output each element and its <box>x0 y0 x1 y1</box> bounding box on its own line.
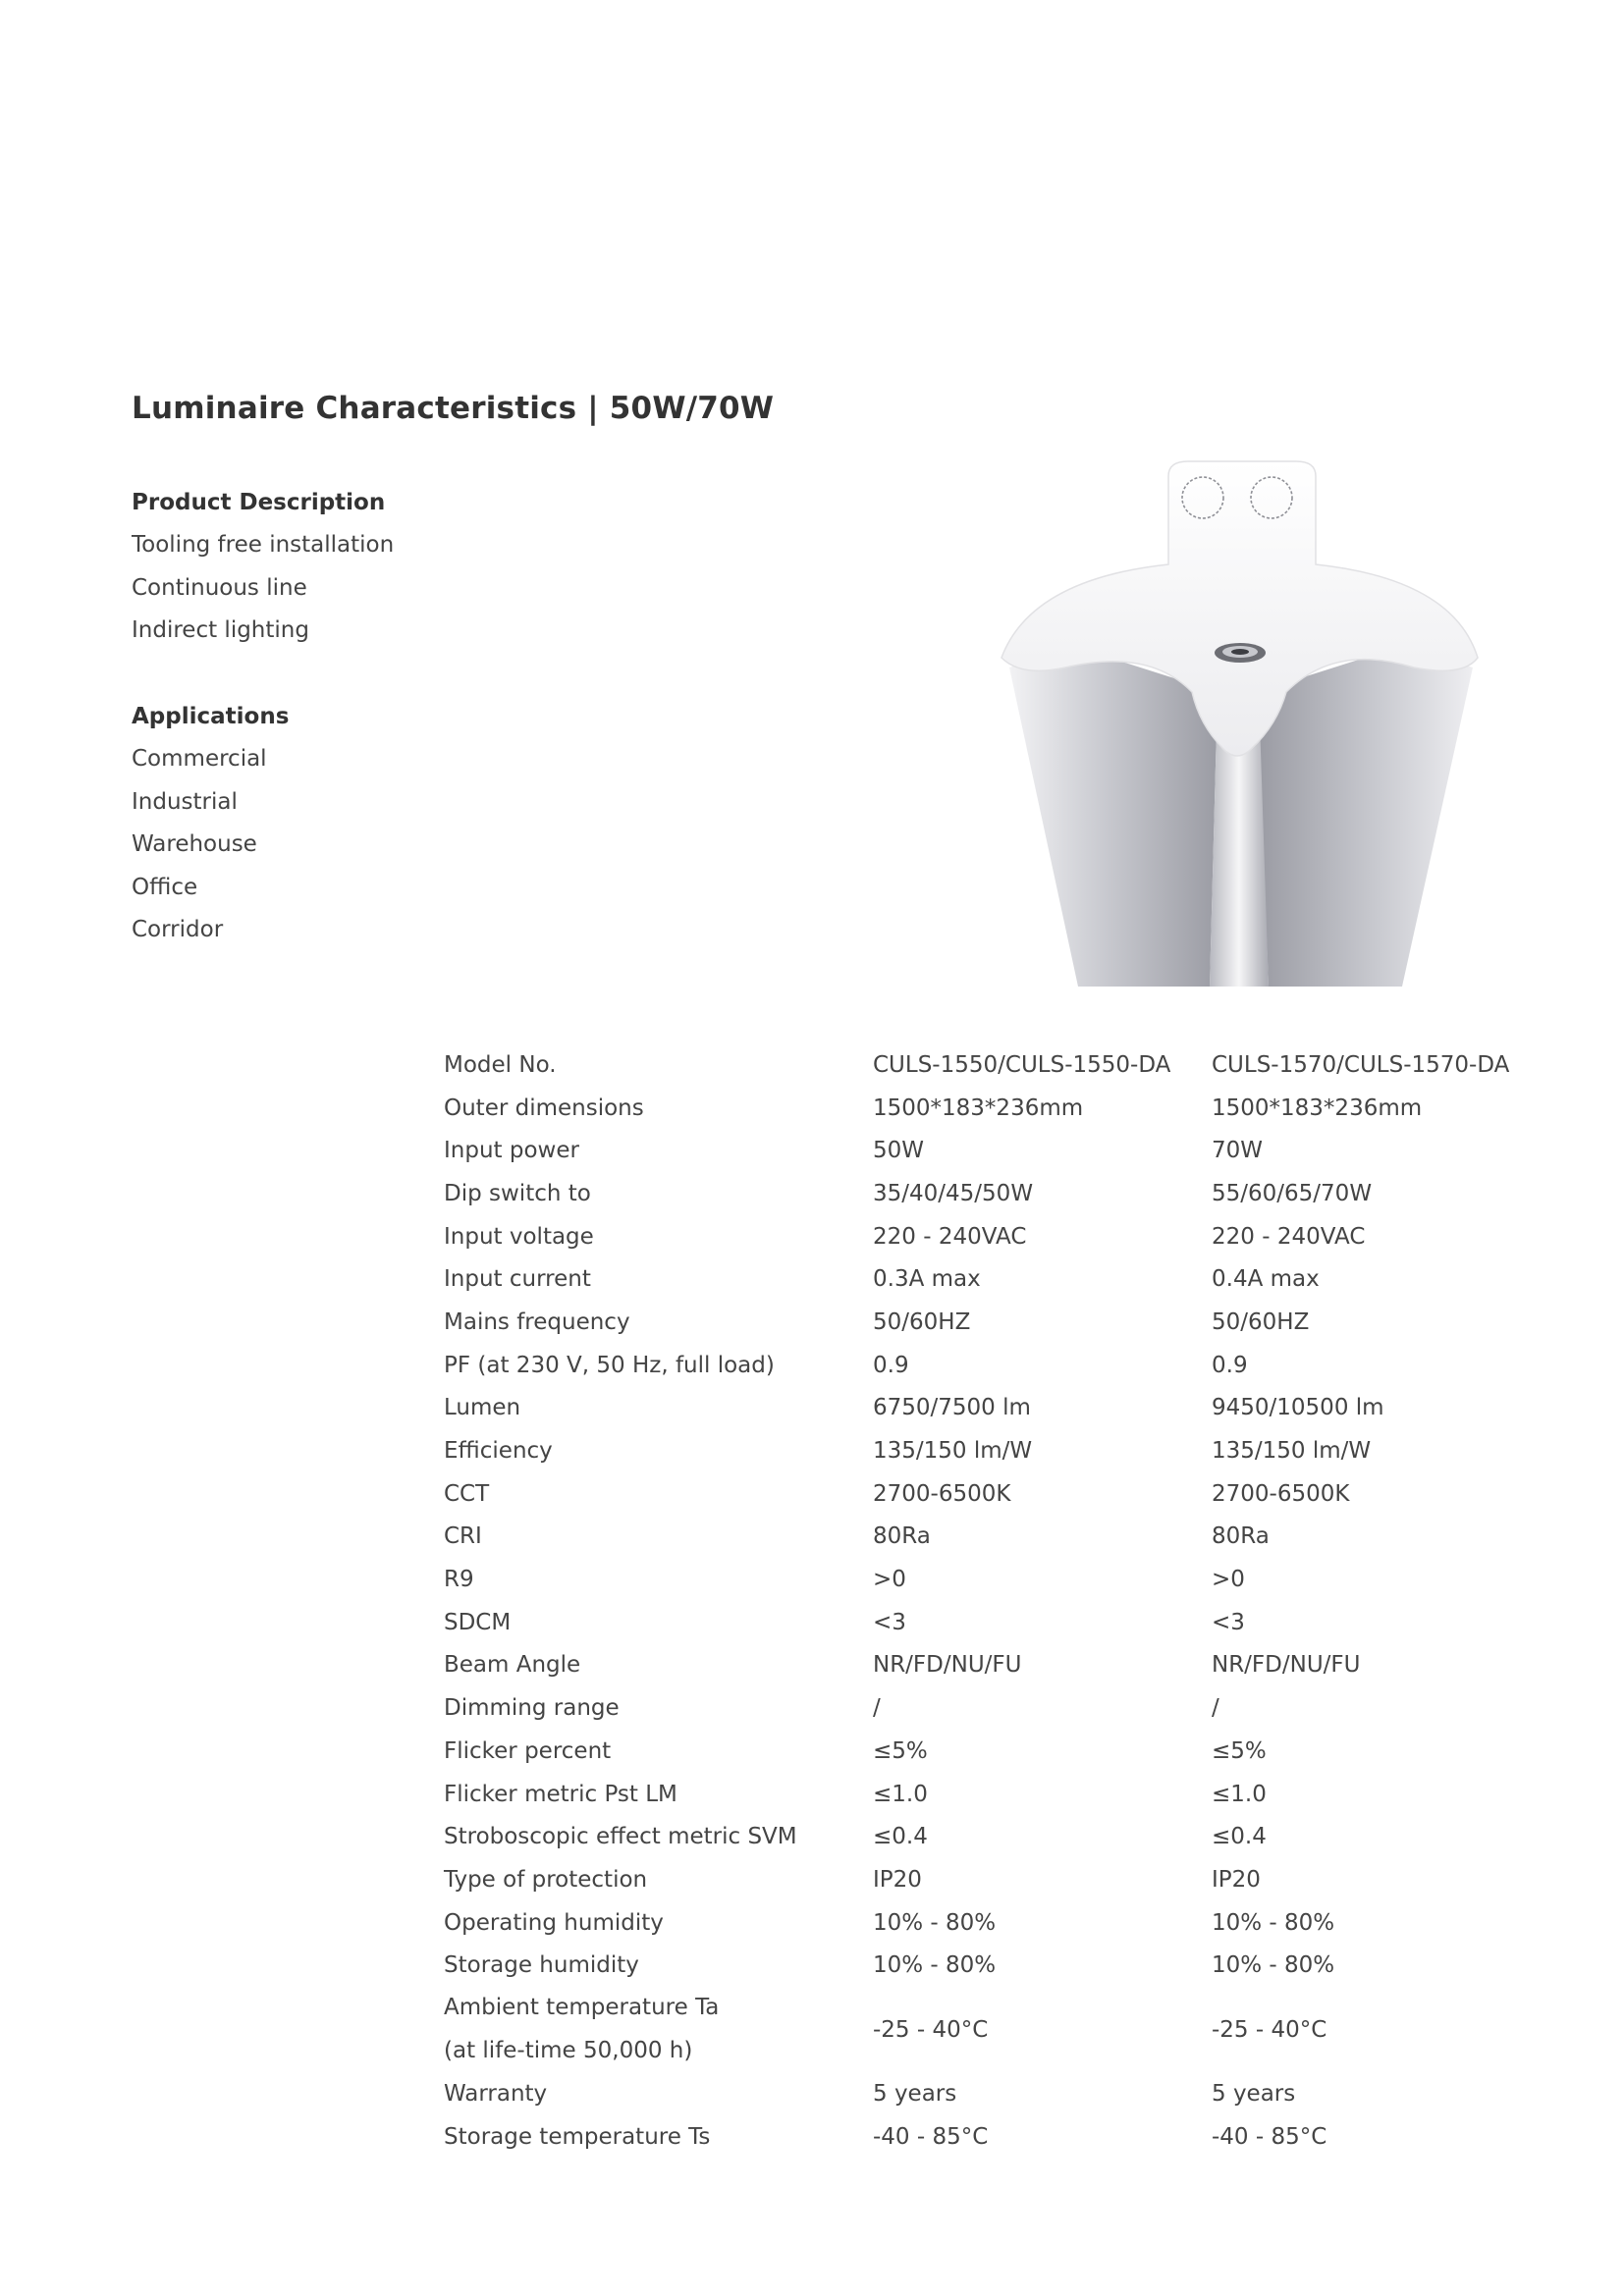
table-row <box>444 1516 1543 1559</box>
spec-value-70w: ≤0.4 <box>1212 1824 1267 1850</box>
spec-value-50w: 1500*183*236mm <box>873 1095 1084 1121</box>
spec-value-70w: / <box>1212 1695 1219 1722</box>
spec-value-70w: -40 - 85°C <box>1212 2123 1327 2150</box>
spec-value-50w: 10% - 80% <box>873 1952 997 1979</box>
table-row <box>444 2072 1543 2115</box>
spec-label: PF (at 230 V, 50 Hz, full load) <box>444 1352 775 1378</box>
spec-value-70w: CULS-1570/CULS-1570-DA <box>1212 1051 1510 1078</box>
table-row <box>444 1087 1543 1130</box>
spec-value-70w: -25 - 40°C <box>1212 2016 1327 2043</box>
spec-label: R9 <box>444 1567 474 1593</box>
spec-value-70w: 220 - 240VAC <box>1212 1223 1366 1250</box>
spec-value-70w: NR/FD/NU/FU <box>1212 1652 1361 1679</box>
table-row <box>444 1172 1543 1215</box>
spec-label: Dimming range <box>444 1695 620 1722</box>
table-row <box>444 1773 1543 1816</box>
table-row <box>444 1387 1543 1430</box>
table-row <box>444 1472 1543 1516</box>
spec-value-50w: CULS-1550/CULS-1550-DA <box>873 1051 1171 1078</box>
list-item: Indirect lighting <box>132 617 309 643</box>
spec-value-70w: 10% - 80% <box>1212 1909 1335 1936</box>
spec-value-70w: 9450/10500 lm <box>1212 1395 1384 1421</box>
luminaire-product-image <box>992 456 1483 987</box>
spec-table-body <box>444 1043 1543 2159</box>
spec-value-70w: 0.9 <box>1212 1352 1248 1378</box>
spec-label: Beam Angle <box>444 1652 581 1679</box>
spec-value-50w: 10% - 80% <box>873 1909 997 1936</box>
spec-label <box>444 1987 873 2072</box>
spec-value-70w: ≤1.0 <box>1212 1781 1267 1807</box>
spec-label: Mains frequency <box>444 1308 630 1335</box>
spec-value-50w: ≤5% <box>873 1737 928 1764</box>
spec-label: Input current <box>444 1266 591 1293</box>
spec-label: Storage temperature Ts <box>444 2123 711 2150</box>
spec-value-70w: 0.4A max <box>1212 1266 1320 1293</box>
table-row <box>444 1901 1543 1945</box>
table-row <box>444 1644 1543 1687</box>
table-row <box>444 1257 1543 1301</box>
spec-label: Outer dimensions <box>444 1095 644 1121</box>
table-row <box>444 1730 1543 1773</box>
page-title: Luminaire Characteristics | 50W/70W <box>132 391 775 426</box>
spec-value-70w: ≤5% <box>1212 1737 1267 1764</box>
list-item: Tooling free installation <box>132 532 395 558</box>
list-item: Corridor <box>132 917 224 942</box>
table-row <box>444 1558 1543 1601</box>
spec-value-70w: 50/60HZ <box>1212 1308 1310 1335</box>
table-row <box>444 1043 1543 1087</box>
spec-label: Storage humidity <box>444 1952 639 1979</box>
spec-value-50w: 0.9 <box>873 1352 909 1378</box>
table-row <box>444 1601 1543 1644</box>
product-description-heading: Product Description <box>132 490 386 515</box>
spec-value-70w: 2700-6500K <box>1212 1480 1350 1507</box>
spec-label: Stroboscopic effect metric SVM <box>444 1824 797 1850</box>
spec-table <box>444 1043 1543 2159</box>
table-row <box>444 1686 1543 1730</box>
spec-value-50w: -40 - 85°C <box>873 2123 989 2150</box>
spec-value-70w: IP20 <box>1212 1866 1261 1893</box>
spec-value-50w: ≤1.0 <box>873 1781 928 1807</box>
list-item: Office <box>132 874 198 900</box>
spec-value-50w: 6750/7500 lm <box>873 1395 1031 1421</box>
spec-value-50w: 50/60HZ <box>873 1308 971 1335</box>
spec-label: Type of protection <box>444 1866 648 1893</box>
spec-value-70w: 5 years <box>1212 2080 1296 2107</box>
spec-value-50w: -25 - 40°C <box>873 2016 989 2043</box>
table-row <box>444 1858 1543 1901</box>
table-row <box>444 1429 1543 1472</box>
spec-value-50w: <3 <box>873 1609 906 1635</box>
spec-value-70w: 10% - 80% <box>1212 1952 1335 1979</box>
product-description-list <box>132 524 681 653</box>
table-row <box>444 1344 1543 1387</box>
spec-value-50w: ≤0.4 <box>873 1824 928 1850</box>
spec-value-50w: 35/40/45/50W <box>873 1180 1034 1206</box>
spec-value-50w: >0 <box>873 1567 906 1593</box>
spec-label: Flicker percent <box>444 1737 612 1764</box>
table-row <box>444 1944 1543 1987</box>
spec-value-50w: 0.3A max <box>873 1266 981 1293</box>
product-description-section <box>132 481 681 653</box>
spec-label: Warranty <box>444 2080 548 2107</box>
applications-list <box>132 738 681 952</box>
table-row <box>444 1815 1543 1858</box>
spec-value-70w: 55/60/65/70W <box>1212 1180 1373 1206</box>
spec-value-50w: 5 years <box>873 2080 957 2107</box>
spec-value-50w: 220 - 240VAC <box>873 1223 1027 1250</box>
spec-value-70w: >0 <box>1212 1567 1245 1593</box>
spec-value-50w: 135/150 lm/W <box>873 1438 1033 1465</box>
spec-value-50w: IP20 <box>873 1866 922 1893</box>
spec-label: CRI <box>444 1523 482 1550</box>
spec-value-50w: 80Ra <box>873 1523 931 1550</box>
spec-label: Dip switch to <box>444 1180 591 1206</box>
spec-label: Lumen <box>444 1395 521 1421</box>
spec-label: Efficiency <box>444 1438 553 1465</box>
spec-label-line: (at life-time 50,000 h) <box>444 2037 693 2063</box>
applications-section <box>132 695 681 952</box>
spec-label: Model No. <box>444 1051 557 1078</box>
list-item: Industrial <box>132 788 238 815</box>
spec-value-50w: 2700-6500K <box>873 1480 1011 1507</box>
spec-label: Operating humidity <box>444 1909 664 1936</box>
spec-value-50w: NR/FD/NU/FU <box>873 1652 1022 1679</box>
applications-heading: Applications <box>132 704 290 729</box>
spec-label: CCT <box>444 1480 490 1507</box>
spec-label-line: Ambient temperature Ta <box>444 1995 720 2021</box>
spec-value-70w: <3 <box>1212 1609 1245 1635</box>
table-row <box>444 2115 1543 2159</box>
table-row <box>444 1987 1543 2072</box>
spec-value-70w: 1500*183*236mm <box>1212 1095 1423 1121</box>
spec-value-70w: 70W <box>1212 1138 1264 1164</box>
spec-label: Input power <box>444 1138 579 1164</box>
table-row <box>444 1301 1543 1344</box>
spec-label: Input voltage <box>444 1223 594 1250</box>
table-row <box>444 1129 1543 1172</box>
spec-value-70w: 80Ra <box>1212 1523 1270 1550</box>
spec-value-50w: / <box>873 1695 881 1722</box>
list-item: Continuous line <box>132 574 307 601</box>
spec-label: Flicker metric Pst LM <box>444 1781 677 1807</box>
spec-label: SDCM <box>444 1609 512 1635</box>
list-item: Commercial <box>132 746 267 772</box>
spec-value-70w: 135/150 lm/W <box>1212 1438 1372 1465</box>
spec-value-50w: 50W <box>873 1138 925 1164</box>
table-row <box>444 1215 1543 1258</box>
list-item: Warehouse <box>132 831 257 857</box>
